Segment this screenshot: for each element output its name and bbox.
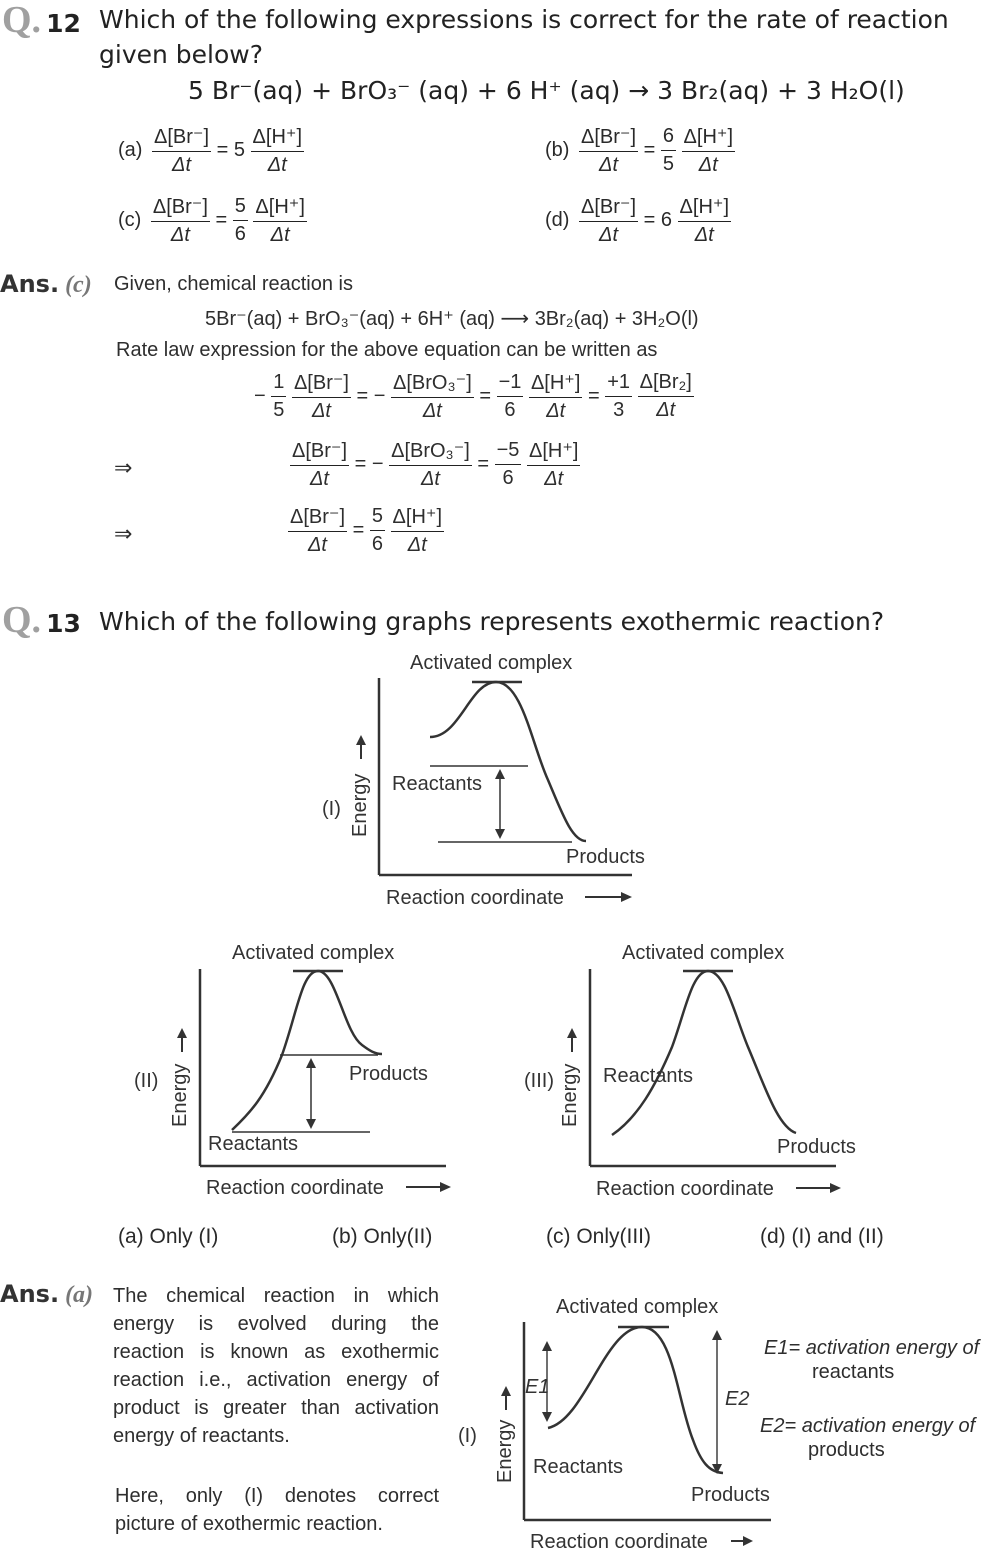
answer-13-explanation: The chemical reaction in which energy is evolved during the reaction is known as exothermic reaction i.e., activation energy of product is greater than activation energy of reactants.: [113, 1285, 439, 1447]
answer-graph-reactants-label: Reactants: [533, 1456, 624, 1478]
question-12-text: Which of the following expressions is correct for the rate of reaction given below?: [99, 5, 949, 69]
graph-3-products-label: Products: [777, 1136, 856, 1158]
graph-3-x-axis-label: Reaction coordinate: [596, 1178, 774, 1200]
e1-definition: E1= activation energy of reactants: [764, 1337, 980, 1383]
rate-law-line-1: − $\frac{1}{5}$ $\frac{\Delta[Br^-]}{\Delta t}$ = − $\frac{\text{Δ[BrO₃⁻]}}{\Delta t}$ = $\frac{-1}{6}$ $\frac{\Delta[H^+]}{\Delta t}$ = $\frac{+1}{3}$ $\frac{\text{Δ[Br₂]}}{\Delta t}$: [254, 371, 692, 422]
e2-definition: E2= activation energy of products: [760, 1415, 976, 1461]
choice-c: (c) Only(III): [546, 1225, 651, 1248]
graph-3-energy-label: Energy: [559, 1063, 581, 1127]
graph-2-energy-label: Energy: [169, 1063, 191, 1127]
e1-label: E1: [525, 1376, 550, 1398]
answer-graph-activated-complex-label: Activated complex: [556, 1296, 719, 1318]
graph-1: [310, 645, 670, 915]
answer-12-equation: 5Br⁻(aq) + BrO₃⁻(aq) + 6H⁺ (aq) ⟶ 3Br₂(aq) + 3H₂O(l): [205, 308, 699, 330]
choice-a: (a) Only (I): [118, 1225, 219, 1248]
question-13-text: Which of the following graphs represents exothermic reaction?: [99, 607, 885, 636]
graph-1-reactants-label: Reactants: [392, 773, 483, 795]
question-12-equation: 5 Br⁻(aq) + BrO₃⁻ (aq) + 6 H⁺ (aq) → 3 Br₂(aq) + 3 H₂O(l): [188, 76, 905, 105]
graph-1-x-axis-label: Reaction coordinate: [386, 887, 564, 909]
choice-b: (b) Only(II): [332, 1225, 433, 1248]
rate-law-line-2: $\frac{\Delta[Br^-]}{\Delta t}$ = − $\frac{\text{Δ[BrO₃⁻]}}{\Delta t}$ = $\frac{-5}{6}$ $\frac{\Delta[H^+]}{\Delta t}$: [292, 439, 579, 490]
implies-arrow-2: ⇒: [114, 521, 133, 546]
option-c: (c) $\frac{\Delta[Br^-]}{\Delta t}$ = $\frac{5}{6}$ $\frac{\Delta[H^+]}{\Delta t}$: [118, 195, 305, 246]
option-b: (b) $\frac{\Delta[Br^-]}{\Delta t}$ = $\frac{6}{5}$ $\frac{\Delta[H^+]}{\Delta t}$: [545, 125, 734, 176]
answer-graph-number-label: (I): [458, 1425, 477, 1447]
graph-2-reactants-label: Reactants: [208, 1133, 299, 1155]
answer-12-label: Ans. (c): [0, 270, 92, 298]
answer-12-rate-law-text: Rate law expression for the above equation can be written as: [116, 339, 658, 361]
choice-d: (d) (I) and (II): [760, 1225, 884, 1248]
graph-2-x-axis-label: Reaction coordinate: [206, 1177, 384, 1199]
answer-graph-energy-label: Energy: [494, 1419, 516, 1483]
implies-arrow-1: ⇒: [114, 455, 133, 480]
question-13-number: Q. 13: [2, 599, 81, 641]
answer-13-label: Ans. (a): [0, 1280, 94, 1308]
answer-13-conclusion: Here, only (I) denotes correct picture of exothermic reaction.: [115, 1485, 439, 1535]
graph-3-number-label: (III): [524, 1070, 554, 1092]
graph-1-energy-label: Energy: [349, 773, 371, 837]
graph-2-number-label: (II): [134, 1070, 159, 1092]
e2-label: E2: [725, 1388, 750, 1410]
graph-3-reactants-label: Reactants: [603, 1065, 694, 1087]
graph-2-activated-complex-label: Activated complex: [232, 942, 395, 964]
answer-graph: [455, 1290, 770, 1550]
graph-2-products-label: Products: [349, 1063, 428, 1085]
answer-graph-products-label: Products: [691, 1484, 770, 1506]
graph-3: [520, 937, 870, 1207]
graph-2: [130, 937, 470, 1207]
graph-1-products-label: Products: [566, 846, 645, 868]
answer-graph-x-axis-label: Reaction coordinate: [530, 1531, 708, 1550]
rate-law-line-3: $\frac{\Delta[Br^-]}{\Delta t}$ = $\frac{5}{6}$ $\frac{\Delta[H^+]}{\Delta t}$: [290, 505, 443, 556]
graph-3-activated-complex-label: Activated complex: [622, 942, 785, 964]
graph-1-activated-complex-label: Activated complex: [410, 652, 573, 674]
answer-12-given: Given, chemical reaction is: [114, 273, 353, 295]
option-a: (a) $\frac{\Delta[Br^-]}{\Delta t}$ = 5 $\frac{\Delta[H^+]}{\Delta t}$: [118, 126, 303, 176]
question-12-number: Q. 12: [2, 0, 81, 41]
option-d: (d) $\frac{\Delta[Br^-]}{\Delta t}$ = 6 $\frac{\Delta[H^+]}{\Delta t}$: [545, 196, 730, 246]
graph-1-number-label: (I): [322, 798, 341, 820]
